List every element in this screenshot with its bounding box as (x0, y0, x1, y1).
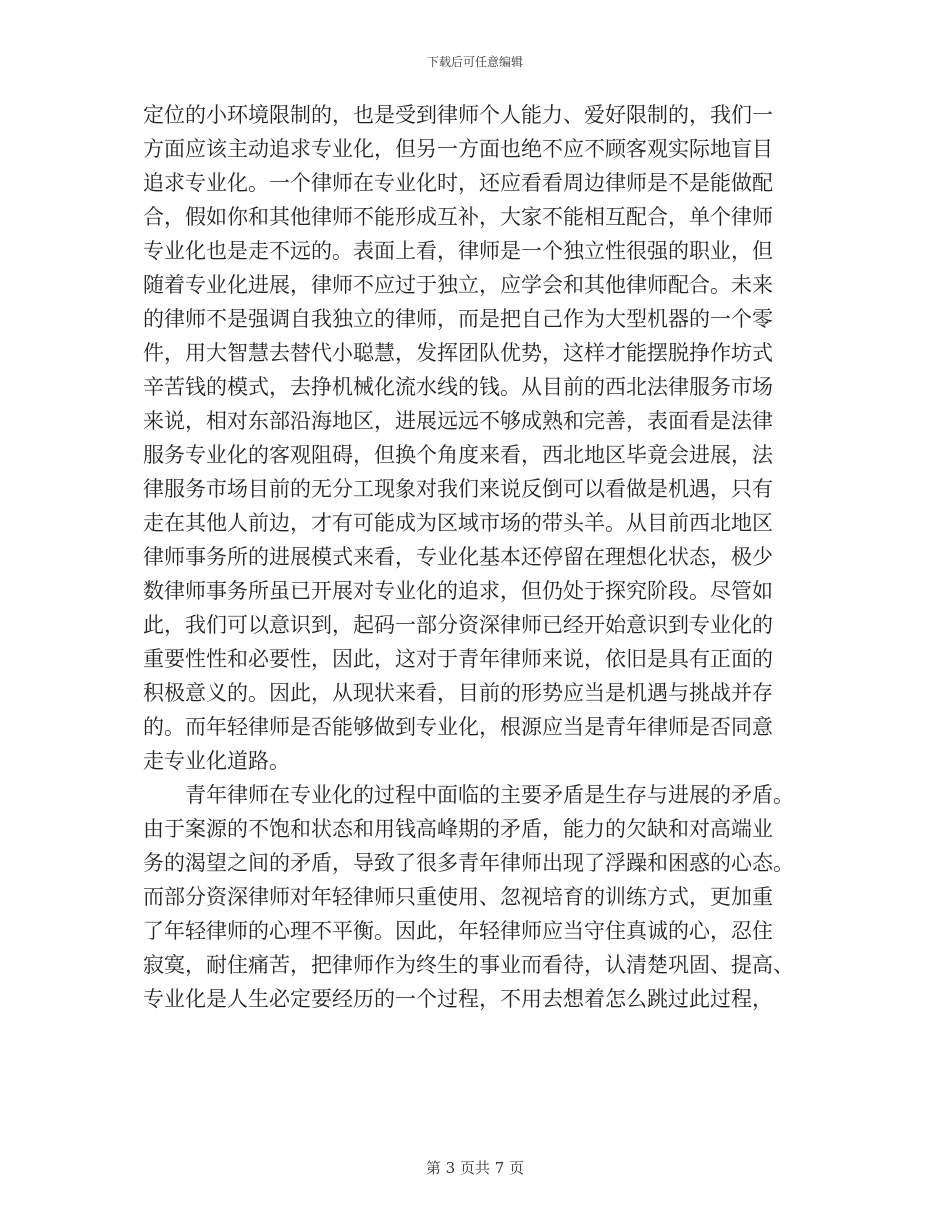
body-line: 方面应该主动追求专业化，但另一方面也绝不应不顾客观实际地盲目 (143, 137, 773, 161)
body-line: 数律师事务所虽已开展对专业化的追求，但仍处于探究阶段。尽管如 (143, 579, 773, 603)
body-line: 积极意义的。因此，从现状来看，目前的形势应当是机遇与挑战并存 (143, 681, 773, 705)
body-line: 件，用大智慧去替代小聪慧，发挥团队优势，这样才能摆脱挣作坊式 (143, 341, 773, 365)
body-line: 务的渴望之间的矛盾，导致了很多青年律师出现了浮躁和困惑的心态。 (143, 851, 794, 875)
body-line: 追求专业化。一个律师在专业化时，还应看看周边律师是不是能做配 (143, 171, 773, 195)
body-line: 青年律师在专业化的过程中面临的主要矛盾是生存与进展的矛盾。 (143, 783, 794, 807)
document-body (143, 98, 811, 1016)
body-line: 来说，相对东部沿海地区，进展远远不够成熟和完善，表面看是法律 (143, 409, 773, 433)
body-line: 合，假如你和其他律师不能形成互补，大家不能相互配合，单个律师 (143, 205, 773, 229)
body-line: 由于案源的不饱和状态和用钱高峰期的矛盾，能力的欠缺和对高端业 (143, 817, 773, 841)
body-line: 而部分资深律师对年轻律师只重使用、忽视培育的训练方式，更加重 (143, 885, 773, 909)
body-line: 了年轻律师的心理不平衡。因此，年轻律师应当守住真诚的心，忍住 (143, 919, 773, 943)
body-line: 律服务市场目前的无分工现象对我们来说反倒可以看做是机遇，只有 (143, 477, 773, 501)
body-line: 走专业化道路。 (143, 749, 290, 773)
body-line: 随着专业化进展，律师不应过于独立，应学会和其他律师配合。未来 (143, 273, 773, 297)
page-footer: 第 3 页共 7 页 (425, 1159, 525, 1177)
body-line: 寂寞，耐住痛苦，把律师作为终生的事业而看待，认清楚巩固、提高、 (143, 953, 794, 977)
body-line: 定位的小环境限制的，也是受到律师个人能力、爱好限制的，我们一 (143, 103, 773, 127)
body-line: 此，我们可以意识到，起码一部分资深律师已经开始意识到专业化的 (143, 613, 773, 637)
body-line: 律师事务所的进展模式来看，专业化基本还停留在理想化状态，极少 (143, 545, 773, 569)
body-line: 专业化是人生必定要经历的一个过程，不用去想着怎么跳过此过程， (143, 987, 773, 1011)
body-line: 辛苦钱的模式，去挣机械化流水线的钱。从目前的西北法律服务市场 (143, 375, 773, 399)
body-line: 服务专业化的客观阻碍，但换个角度来看，西北地区毕竟会进展，法 (143, 443, 773, 467)
body-line: 专业化也是走不远的。表面上看，律师是一个独立性很强的职业，但 (143, 239, 773, 263)
body-line: 的。而年轻律师是否能够做到专业化，根源应当是青年律师是否同意 (143, 715, 773, 739)
body-line: 的律师不是强调自我独立的律师，而是把自己作为大型机器的一个零 (143, 307, 773, 331)
body-line: 走在其他人前边，才有可能成为区域市场的带头羊。从目前西北地区 (143, 511, 773, 535)
page-header: 下载后可任意编辑 (426, 55, 523, 69)
body-line: 重要性性和必要性，因此，这对于青年律师来说，依旧是具有正面的 (143, 647, 773, 671)
